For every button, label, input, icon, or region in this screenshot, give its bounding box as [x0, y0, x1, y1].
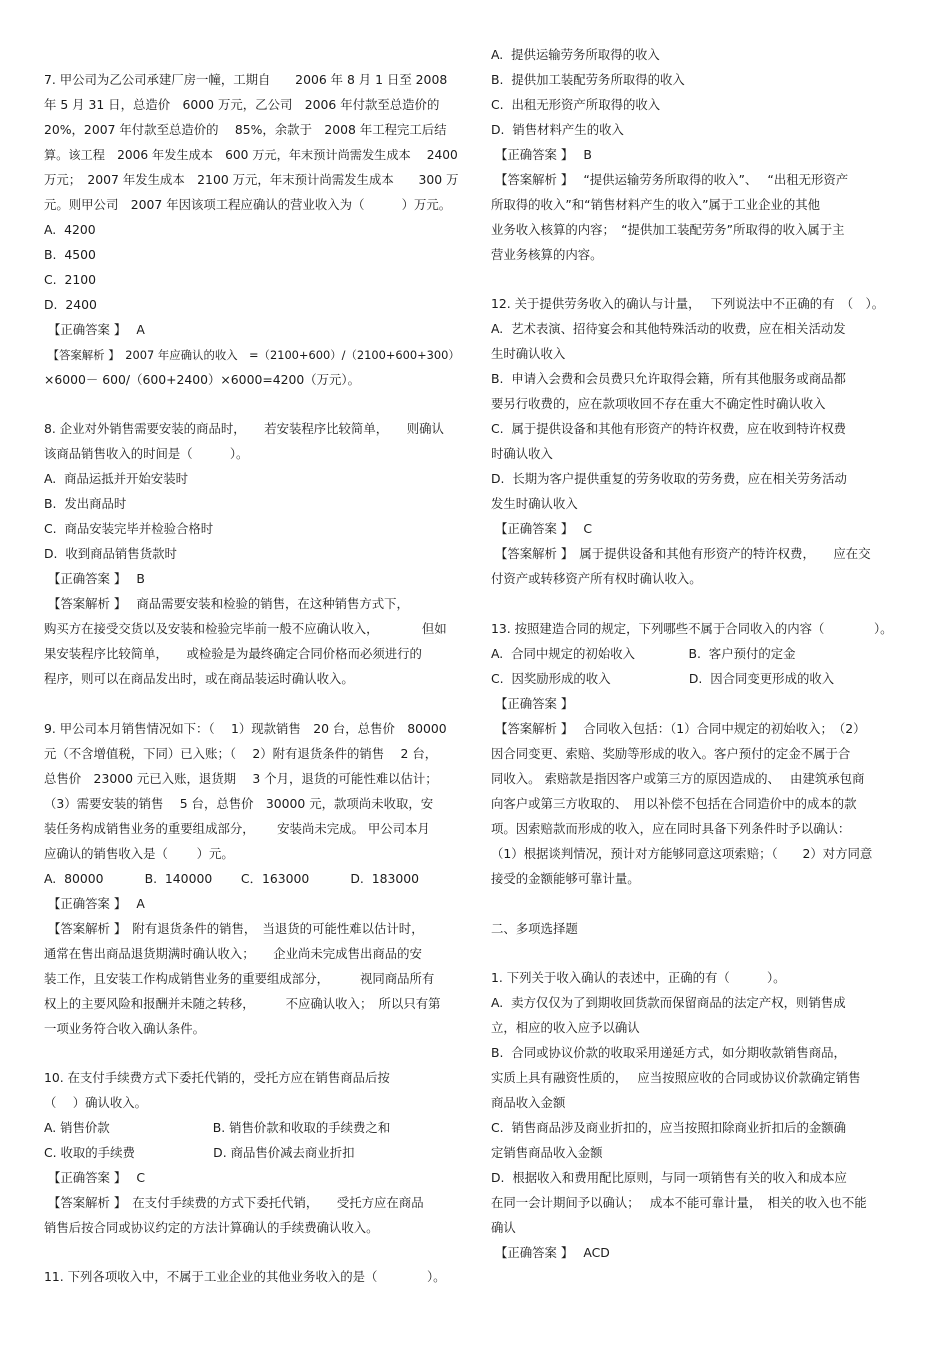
right-text-line: 【答案解析 】 “提供运输劳务所取得的收入”、 “出租无形资产 [491, 172, 849, 187]
right-text-line: C. 因奖励形成的收入 D. 因合同变更形成的收入 [491, 671, 835, 686]
right-text-line: B. 申请入会费和会员费只允许取得会籍，所有其他服务或商品都 [491, 371, 846, 386]
right-text-line: 12. 关于提供劳务收入的确认与计量， 下列说法中不正确的有 （ ）。 [491, 296, 885, 311]
left-text-line: （ ）确认收入。 [44, 1095, 148, 1110]
left-text-line: 程序，则可以在商品发出时，或在商品装运时确认收入。 [44, 671, 354, 686]
left-text-line: C. 商品安装完毕并检验合格时 [44, 521, 214, 536]
right-text-line: D. 销售材料产生的收入 [491, 122, 624, 137]
left-text-line: 一项业务符合收入确认条件。 [44, 1021, 206, 1036]
right-text-line: A. 合同中规定的初始收入 B. 客户预付的定金 [491, 646, 796, 661]
right-text-line: D. 长期为客户提供重复的劳务收取的劳务费，应在相关劳务活动 [491, 471, 847, 486]
left-text-line: 购买方在接受交货以及安装和检验完毕前一般不应确认收入， 但如 [44, 621, 447, 636]
right-text-line: D. 根据收入和费用配比原则，与同一项销售有关的收入和成本应 [491, 1170, 847, 1185]
left-text-line: B. 4500 [44, 247, 96, 262]
right-text-line: 商品收入金额 [491, 1095, 566, 1110]
right-text-line: 向客户或第三方收取的、 用以补偿不包括在合同造价中的成本的款 [491, 796, 857, 811]
left-text-line: 【正确答案 】 B [44, 571, 145, 586]
right-text-line: 同收入。 索赔款是指因客户或第三方的原因造成的、 由建筑承包商 [491, 771, 865, 786]
left-text-line: 9. 甲公司本月销售情况如下：（ 1）现款销售 20 台，总售价 80000 [44, 721, 447, 736]
left-text-line: 7. 甲公司为乙公司承建厂房一幢，工期自 2006 年 8 月 1 日至 2008 [44, 72, 448, 87]
left-text-line: 【答案解析 】 在支付手续费的方式下委托代销， 受托方应在商品 [44, 1195, 424, 1210]
right-text-line: 生时确认收入 [491, 346, 566, 361]
left-text-line: 权上的主要风险和报酬并未随之转移， 不应确认收入； 所以只有第 [44, 996, 441, 1011]
left-text-line: C. 收取的手续费 D. 商品售价减去商业折扣 [44, 1145, 355, 1160]
left-text-line: 装工作，且安装工作构成销售业务的重要组成部分， 视同商品所有 [44, 971, 435, 986]
right-text-line: 立，相应的收入应予以确认 [491, 1020, 640, 1035]
right-text-line: A. 艺术表演、招待宴会和其他特殊活动的收费，应在相关活动发 [491, 321, 846, 336]
right-text-line: 【答案解析 】 属于提供设备和其他有形资产的特许权费， 应在交 [491, 546, 871, 561]
left-text-line: 算。该工程 2006 年发生成本 600 万元，年末预计尚需发生成本 2400 [44, 148, 458, 162]
left-text-line: D. 2400 [44, 297, 97, 312]
right-text-line: 营业务核算的内容。 [491, 247, 603, 262]
left-text-line: C. 2100 [44, 272, 97, 287]
right-text-line: 所取得的收入”和“销售材料产生的收入”属于工业企业的其他 [491, 197, 821, 212]
left-text-line: 应确认的销售收入是（ ）元。 [44, 846, 234, 861]
left-text-line: 【答案解析 】 商品需要安装和检验的销售，在这种销售方式下， [44, 596, 409, 611]
left-text-line: 20%，2007 年付款至总造价的 85%，余款于 2008 年工程完工后结 [44, 122, 447, 137]
right-text-line: 【正确答案 】 B [491, 147, 592, 162]
left-text-line: 该商品销售收入的时间是（ ）。 [44, 446, 249, 461]
left-text-line: 11. 下列各项收入中，不属于工业企业的其他业务收入的是（ ）。 [44, 1269, 446, 1284]
left-text-line: B. 发出商品时 [44, 496, 127, 511]
right-text-line: A. 提供运输劳务所取得的收入 [491, 47, 660, 62]
right-text-line: 要另行收费的，应在款项收回不存在重大不确定性时确认收入 [491, 396, 826, 411]
left-text-line: 万元； 2007 年发生成本 2100 万元，年末预计尚需发生成本 300 万 [44, 172, 459, 187]
right-text-line: 接受的金额能够可靠计量。 [491, 871, 640, 886]
left-text-line: D. 收到商品销售货款时 [44, 546, 177, 561]
right-text-line: 发生时确认收入 [491, 496, 578, 511]
right-text-line: 因合同变更、索赔、奖励等形成的收入。客户预付的定金不属于合 [491, 746, 851, 761]
right-text-line: 实质上具有融资性质的， 应当按照应收的合同或协议价款确定销售 [491, 1070, 861, 1085]
left-text-line: A. 商品运抵并开始安装时 [44, 471, 188, 486]
right-text-line: A. 卖方仅仅为了到期收回货款而保留商品的法定产权，则销售成 [491, 995, 846, 1010]
left-text-line: ×6000－ 600/（600+2400）×6000=4200（万元）。 [44, 372, 360, 387]
left-text-line: 装任务构成销售业务的重要组成部分， 安装尚未完成。 甲公司本月 [44, 821, 430, 836]
right-text-line: 确认 [491, 1220, 516, 1235]
left-text-line: 总售价 23000 元已入账，退货期 3 个月，退货的可能性难以估计； [44, 771, 438, 786]
left-text-line: 销售后按合同或协议约定的方法计算确认的手续费确认收入。 [44, 1220, 379, 1235]
left-text-line: 【正确答案 】 A [44, 896, 145, 911]
right-text-line: 【正确答案 】 C [491, 521, 593, 536]
right-text-line: 【正确答案 】 ACD [491, 1245, 610, 1260]
right-text-line: 项。因索赔款而形成的收入，应在同时具备下列条件时予以确认： [491, 821, 851, 836]
left-text-line: 【答案解析 】 附有退货条件的销售， 当退货的可能性难以估计时， [44, 921, 424, 936]
right-text-line: B. 合同或协议价款的收取采用递延方式，如分期收款销售商品， [491, 1045, 846, 1060]
left-text-line: 【答案解析 】 2007 年应确认的收入 =（2100+600）/（2100+600+300） [44, 348, 460, 362]
right-text-line: 【正确答案 】 [491, 696, 574, 711]
right-text-line: 13. 按照建造合同的规定，下列哪些不属于合同收入的内容（ ）。 [491, 621, 893, 636]
right-text-line: 业务收入核算的内容； “提供加工装配劳务”所取得的收入属于主 [491, 222, 845, 237]
right-text-line: 1. 下列关于收入确认的表述中，正确的有（ ）。 [491, 970, 786, 985]
right-text-line: 二、多项选择题 [491, 921, 578, 936]
left-text-line: 10. 在支付手续费方式下委托代销的，受托方应在销售商品后按 [44, 1070, 390, 1085]
right-text-line: C. 属于提供设备和其他有形资产的特许权费，应在收到特许权费 [491, 421, 847, 436]
right-text-line: C. 出租无形资产所取得的收入 [491, 97, 661, 112]
left-text-line: 年 5 月 31 日，总造价 6000 万元，乙公司 2006 年付款至总造价的 [44, 97, 440, 112]
left-text-line: 元（不含增值税，下同）已入账；（ 2）附有退货条件的销售 2 台， [44, 746, 438, 761]
right-text-line: 在同一会计期间予以确认； 成本不能可靠计量， 相关的收入也不能 [491, 1195, 867, 1210]
left-text-line: 8. 企业对外销售需要安装的商品时， 若安装程序比较简单， 则确认 [44, 421, 444, 436]
left-text-line: （3）需要安装的销售 5 台，总售价 30000 元，款项尚未收取，安 [44, 796, 434, 811]
right-text-line: 【答案解析 】 合同收入包括：（1）合同中规定的初始收入； （2） [491, 721, 866, 736]
left-text-line: 果安装程序比较简单， 或检验是为最终确定合同价格而必须进行的 [44, 646, 422, 661]
left-text-line: A. 销售价款 B. 销售价款和收取的手续费之和 [44, 1120, 391, 1135]
right-text-line: C. 销售商品涉及商业折扣的，应当按照扣除商业折扣后的金额确 [491, 1120, 847, 1135]
left-text-line: 【正确答案 】 C [44, 1170, 146, 1185]
right-text-line: （1）根据谈判情况，预计对方能够同意这项索赔；（ 2）对方同意 [491, 846, 873, 861]
right-text-line: 付资产或转移资产所有权时确认收入。 [491, 571, 702, 586]
left-text-line: A. 4200 [44, 222, 96, 237]
right-text-line: 定销售商品收入金额 [491, 1145, 603, 1160]
right-text-line: 时确认收入 [491, 446, 553, 461]
left-text-line: 【正确答案 】 A [44, 322, 145, 337]
left-text-line: 元。则甲公司 2007 年因该项工程应确认的营业收入为（ ）万元。 [44, 197, 452, 212]
right-text-line: B. 提供加工装配劳务所取得的收入 [491, 72, 685, 87]
left-text-line: 通常在售出商品退货期满时确认收入； 企业尚未完成售出商品的安 [44, 946, 422, 961]
left-text-line: A. 80000 B. 140000 C．163000 D. 183000 [44, 871, 420, 886]
